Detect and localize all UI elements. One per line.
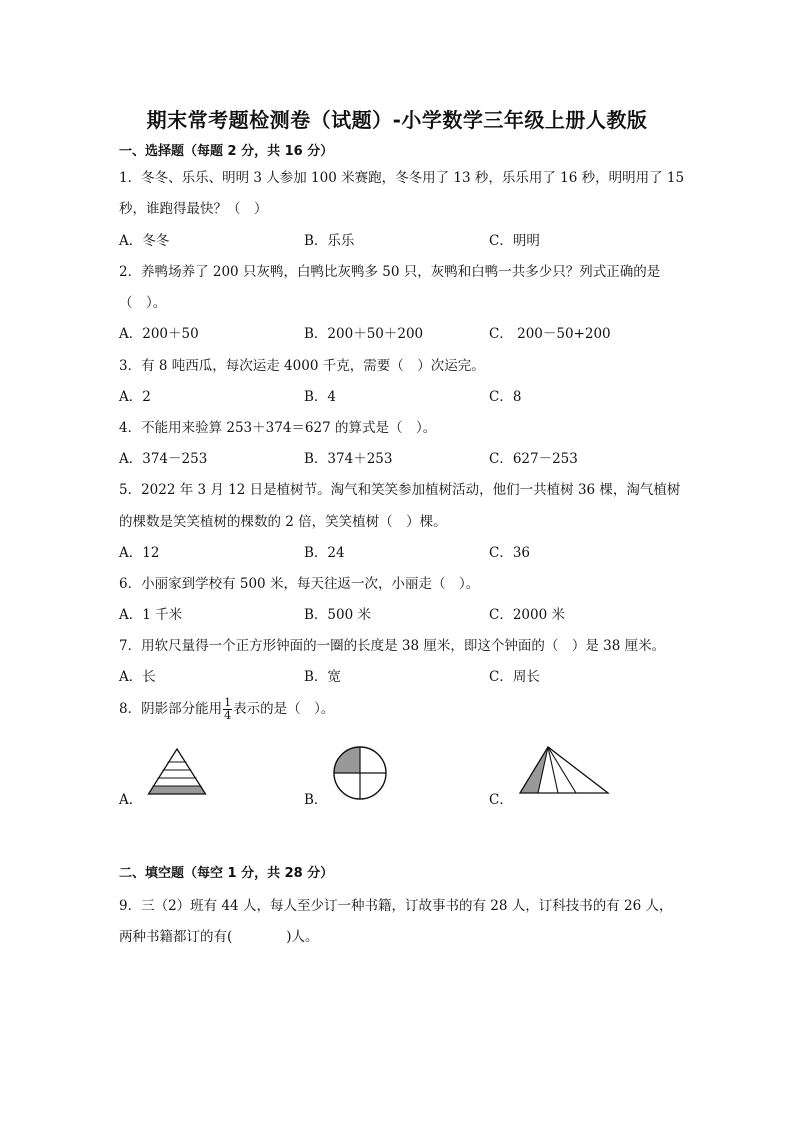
question-6-option-c: C．2000 米 <box>489 607 565 623</box>
question-5-option-c: C．36 <box>489 545 531 561</box>
figure-c-ray-3 <box>548 747 576 793</box>
question-2-line-2: （ ）。 <box>119 295 167 311</box>
question-2-option-b: B．200＋50＋200 <box>304 326 424 342</box>
question-7-line-1: 7．用软尺量得一个正方形钟面的一圈的长度是 38 厘米，即这个钟面的（ ）是 38 厘米。 <box>119 638 666 654</box>
question-1-line-1: 1．冬冬、乐乐、明明 3 人参加 100 米赛跑，冬冬用了 13 秒，乐乐用了 16 秒，明明用了 15 <box>119 170 685 186</box>
fraction-denominator: 4 <box>224 709 232 722</box>
question-3-line-1: 3．有 8 吨西瓜，每次运走 4000 千克，需要（ ）次运完。 <box>119 358 485 374</box>
figure-b-quartered-circle <box>332 745 388 801</box>
question-4-option-b: B．374＋253 <box>304 451 393 467</box>
question-4-option-a: A．374－253 <box>119 451 208 467</box>
fraction-one-quarter <box>223 697 232 722</box>
section-fill-heading: 二、填空题（每空 1 分，共 28 分） <box>119 866 334 881</box>
question-5-option-b: B．24 <box>304 545 345 561</box>
fraction-numerator: 1 <box>224 696 232 709</box>
figure-a-striped-triangle <box>146 748 208 796</box>
question-4-option-c: C．627－253 <box>489 451 578 467</box>
question-7-option-c: C．周长 <box>489 669 540 685</box>
question-3-option-a: A．2 <box>119 389 151 405</box>
question-6-option-a: A．1 千米 <box>119 607 183 623</box>
question-9-line-1: 9．三（2）班有 44 人，每人至少订一种书籍，订故事书的有 28 人，订科技书的有 26 人， <box>119 898 673 914</box>
question-9-line-2: 两种书籍都订的有( )人。 <box>119 929 319 945</box>
question-1-line-2: 秒，谁跑得最快？（ ） <box>119 201 268 217</box>
figure-c-fan-triangle <box>518 745 610 795</box>
question-2-option-c: C． 200－50+200 <box>489 326 611 342</box>
section-choice-heading: 一、选择题（每题 2 分，共 16 分） <box>119 144 334 159</box>
question-7-option-a: A．长 <box>119 669 156 685</box>
question-3-option-b: B．4 <box>304 389 337 405</box>
question-1-option-c: C．明明 <box>489 233 540 249</box>
question-8-option-c: C． <box>489 792 513 808</box>
question-8-option-a: A． <box>119 792 143 808</box>
question-3-option-c: C．8 <box>489 389 522 405</box>
question-5-line-2: 的棵数是笑笑植树的棵数的 2 倍，笑笑植树（ ）棵。 <box>119 514 447 530</box>
page-title: 期末常考题检测卷（试题）-小学数学三年级上册人教版 <box>146 108 648 132</box>
question-8-suffix: 表示的是（ ）。 <box>233 701 335 717</box>
question-7-option-b: B．宽 <box>304 669 341 685</box>
question-8-prefix: 8．阴影部分能用 <box>119 701 223 717</box>
question-2-option-a: A．200＋50 <box>119 326 199 342</box>
question-1-option-b: B．乐乐 <box>304 233 355 249</box>
question-8-line-1 <box>119 692 334 726</box>
question-6-line-1: 6．小丽家到学校有 500 米，每天往返一次，小丽走（ ）。 <box>119 576 480 592</box>
question-5-line-1: 5．2022 年 3 月 12 日是植树节。淘气和笑笑参加植树活动，他们一共植树 36 棵，淘气植树 <box>119 482 681 498</box>
question-8-option-b: B． <box>304 792 328 808</box>
question-5-option-a: A．12 <box>119 545 160 561</box>
question-1-option-a: A．冬冬 <box>119 233 170 249</box>
question-2-line-1: 2．养鸭场养了 200 只灰鸭，白鸭比灰鸭多 50 只，灰鸭和白鸭一共多少只？列式正确的是 <box>119 264 661 280</box>
figure-a-shaded-band <box>149 786 206 794</box>
question-6-option-b: B．500 米 <box>304 607 371 623</box>
question-4-line-1: 4．不能用来验算 253＋374＝627 的算式是（ ）。 <box>119 420 437 436</box>
